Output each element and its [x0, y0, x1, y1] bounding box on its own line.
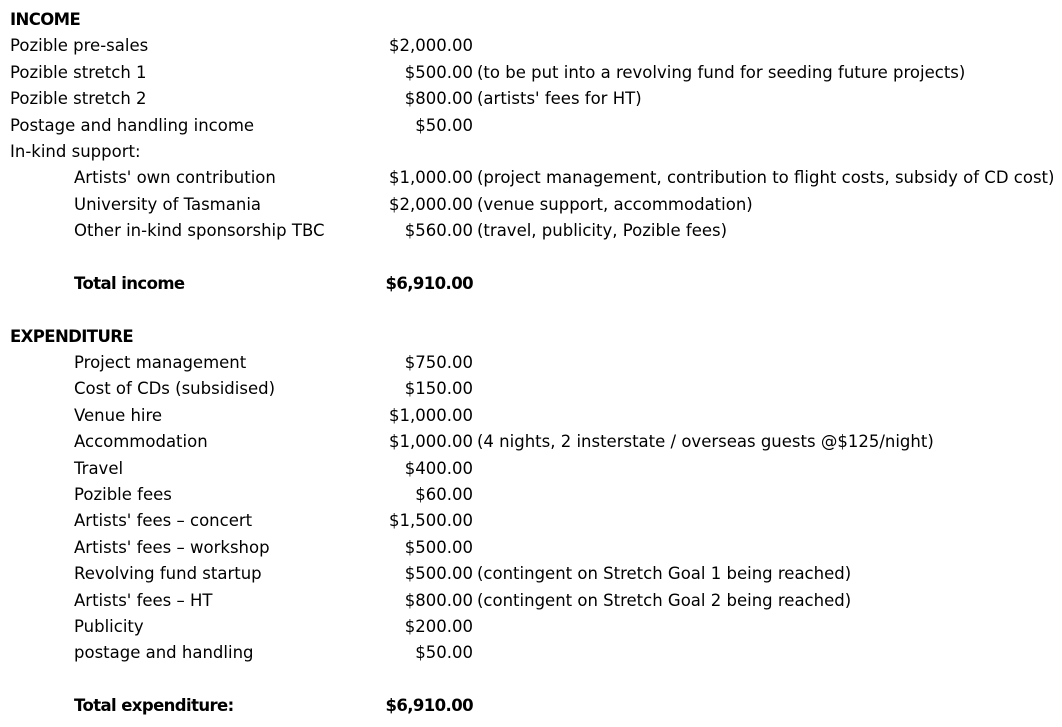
- income-item-amount: $800.00: [404, 89, 473, 109]
- total-income-row: [10, 271, 1060, 297]
- spacer: [10, 297, 1060, 323]
- expenditure-item-amount: $500.00: [404, 564, 473, 584]
- in-kind-item-note: (travel, publicity, Pozible fees): [477, 221, 728, 241]
- expenditure-item-label: postage and handling: [74, 643, 254, 663]
- expenditure-item-label: Project management: [74, 353, 247, 373]
- expenditure-row: [10, 403, 1060, 429]
- expenditure-row: [10, 508, 1060, 534]
- expenditure-item-amount: $500.00: [404, 537, 473, 557]
- income-heading: INCOME: [10, 10, 81, 29]
- expenditure-item-amount: $50.00: [415, 643, 473, 663]
- expenditure-row: [10, 482, 1060, 508]
- expenditure-row: [10, 588, 1060, 614]
- expenditure-row: [10, 456, 1060, 482]
- income-item-amount: $2,000.00: [389, 36, 473, 56]
- income-row: [10, 86, 1060, 112]
- expenditure-item-label: Pozible fees: [74, 485, 172, 505]
- in-kind-item-note: (venue support, accommodation): [477, 194, 753, 214]
- in-kind-row: [10, 139, 1060, 165]
- expenditure-item-label: Cost of CDs (subsidised): [74, 379, 276, 399]
- budget-document: [10, 7, 1060, 720]
- expenditure-item-note: (contingent on Stretch Goal 2 being reached): [477, 590, 852, 610]
- total-income-amount: $6,910.00: [385, 273, 473, 293]
- in-kind-item-label: Other in-kind sponsorship TBC: [74, 221, 325, 241]
- expenditure-item-label: Venue hire: [74, 405, 163, 425]
- in-kind-item-row: [10, 218, 1060, 244]
- expenditure-row: [10, 640, 1060, 666]
- expenditure-row: [10, 614, 1060, 640]
- expenditure-item-amount: $1,000.00: [389, 432, 473, 452]
- expenditure-item-note: (4 nights, 2 insterstate / overseas guests @$125/night): [477, 432, 934, 452]
- expenditure-item-amount: $150.00: [404, 379, 473, 399]
- income-item-label: Postage and handling income: [10, 115, 255, 135]
- income-item-amount: $500.00: [404, 62, 473, 82]
- income-item-amount: $50.00: [415, 115, 473, 135]
- in-kind-label: In-kind support:: [10, 141, 141, 161]
- expenditure-row: [10, 429, 1060, 455]
- in-kind-item-row: [10, 165, 1060, 191]
- income-row: [10, 113, 1060, 139]
- in-kind-item-amount: $560.00: [404, 221, 473, 241]
- expenditure-item-amount: $1,500.00: [389, 511, 473, 531]
- expenditure-item-amount: $1,000.00: [389, 405, 473, 425]
- income-row: [10, 33, 1060, 59]
- expenditure-item-label: Publicity: [74, 616, 144, 636]
- expenditure-item-amount: $400.00: [404, 458, 473, 478]
- income-item-label: Pozible stretch 2: [10, 89, 147, 109]
- in-kind-item-label: Artists' own contribution: [74, 168, 276, 188]
- total-expenditure-amount: $6,910.00: [385, 696, 473, 716]
- total-expenditure-row: [10, 693, 1060, 719]
- in-kind-item-label: University of Tasmania: [74, 194, 262, 214]
- expenditure-row: [10, 350, 1060, 376]
- expenditure-item-label: Accommodation: [74, 432, 208, 452]
- in-kind-item-note: (project management, contribution to flight costs, subsidy of CD cost): [477, 168, 1055, 188]
- spacer: [10, 245, 1060, 271]
- expenditure-item-label: Artists' fees – concert: [74, 511, 253, 531]
- expenditure-item-amount: $60.00: [415, 485, 473, 505]
- income-item-note: (artists' fees for HT): [477, 89, 642, 109]
- in-kind-item-amount: $2,000.00: [389, 194, 473, 214]
- expenditure-item-label: Travel: [74, 458, 124, 478]
- in-kind-item-amount: $1,000.00: [389, 168, 473, 188]
- expenditure-item-amount: $800.00: [404, 590, 473, 610]
- expenditure-item-label: Artists' fees – HT: [74, 590, 213, 610]
- spacer: [10, 667, 1060, 693]
- total-expenditure-label: Total expenditure:: [74, 696, 234, 716]
- income-item-note: (to be put into a revolving fund for seeding future projects): [477, 62, 966, 82]
- expenditure-item-amount: $200.00: [404, 616, 473, 636]
- expenditure-item-label: Artists' fees – workshop: [74, 537, 270, 557]
- total-income-label: Total income: [74, 273, 185, 293]
- income-item-label: Pozible stretch 1: [10, 62, 147, 82]
- expenditure-item-note: (contingent on Stretch Goal 1 being reached): [477, 564, 852, 584]
- income-item-label: Pozible pre-sales: [10, 36, 149, 56]
- expenditure-row: [10, 535, 1060, 561]
- expenditure-item-amount: $750.00: [404, 353, 473, 373]
- in-kind-item-row: [10, 192, 1060, 218]
- expenditure-row: [10, 561, 1060, 587]
- expenditure-row: [10, 376, 1060, 402]
- expenditure-item-label: Revolving fund startup: [74, 564, 262, 584]
- expenditure-heading: EXPENDITURE: [10, 326, 134, 346]
- income-row: [10, 60, 1060, 86]
